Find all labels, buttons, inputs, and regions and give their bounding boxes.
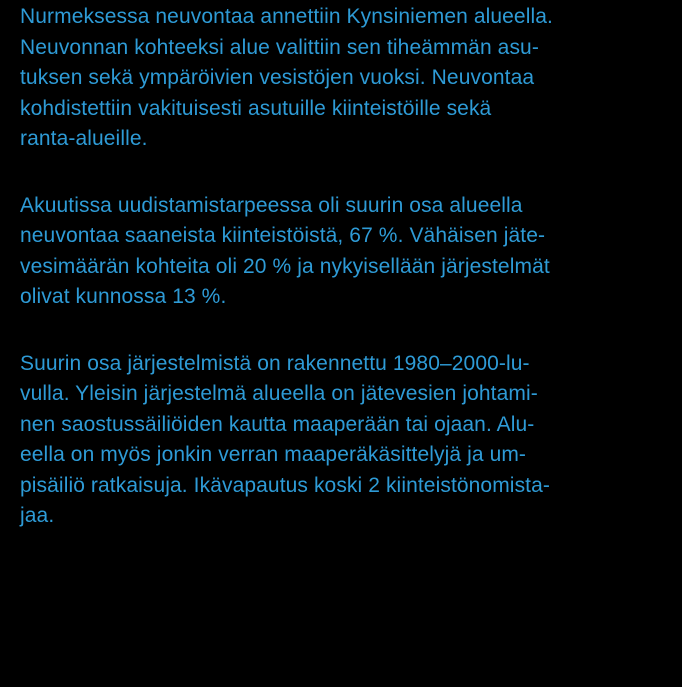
text-line: Suurin osa järjestelmistä on rakennettu 1980–2000-lu- [20, 351, 530, 375]
text-line: ranta-alueille. [20, 127, 148, 150]
text-line: vulla. Yleisin järjestelmä alueella on jätevesien johtami- [20, 382, 538, 405]
text-line: tuksen sekä ympäröivien vesistöjen vuoksi. Neuvontaa [20, 66, 535, 89]
text-block [20, 2, 670, 568]
text-line: jaa. [20, 504, 55, 527]
text-line: nen saostussäiliöiden kautta maaperään tai ojaan. Alu- [20, 412, 535, 436]
text-line: Neuvonnan kohteeksi alue valittiin sen tiheämmän asu- [20, 35, 539, 59]
text-line: vesimäärän kohteita oli 20 % ja nykyisellään järjestelmät [20, 254, 550, 278]
text-line: olivat kunnossa 13 %. [20, 285, 227, 308]
text-line: Nurmeksessa neuvontaa annettiin Kynsiniemen alueella. [20, 5, 553, 28]
text-line: pisäiliö ratkaisuja. Ikävapautus koski 2 kiinteistönomista- [20, 473, 550, 497]
paragraph-1 [20, 2, 670, 155]
text-line: kohdistettiin vakituisesti asutuille kiinteistöille sekä [20, 96, 492, 120]
text-line: neuvontaa saaneista kiinteistöistä, 67 %. Vähäisen jäte- [20, 224, 546, 247]
text-line: Akuutissa uudistamistarpeessa oli suurin osa alueella [20, 193, 523, 217]
paragraph-2 [20, 191, 670, 313]
paragraph-3 [20, 349, 670, 532]
text-line: eella on myös jonkin verran maaperäkäsittelyjä ja um- [20, 443, 527, 466]
